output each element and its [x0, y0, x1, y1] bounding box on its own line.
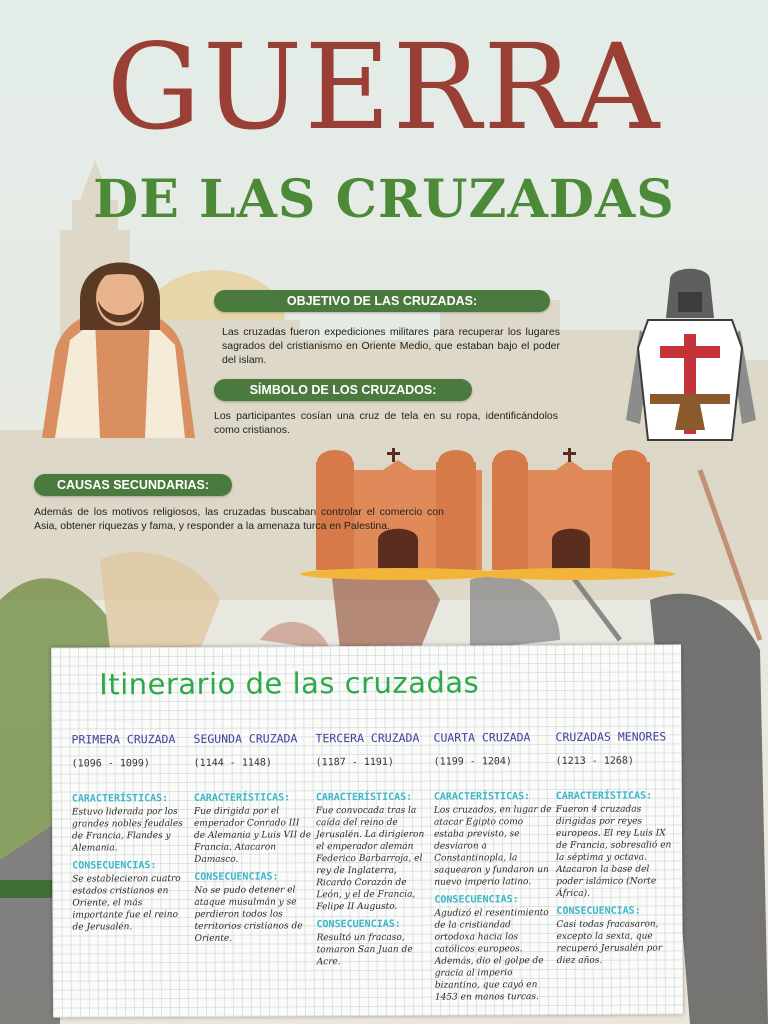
characteristics-text: Fue convocada tras la caída del reino de Jerusalén. La dirigieron el emperador alemán Federico Barbarroja, el rey de Inglaterra, Ricardo Corazón de León, y el de Francia, Felipe II Augusto.	[315, 805, 425, 913]
objetivo-text: Las cruzadas fueron expediciones militares para recuperar los lugares sagrados del cristianismo en Oriente Medio, que estaban bajo el poder del islam.	[222, 326, 560, 366]
consequences-label: CONSECUENCIAS:	[434, 894, 519, 906]
column-name: TERCERA CRUZADA	[315, 730, 420, 746]
column-name: PRIMERA CRUZADA	[71, 732, 176, 747]
characteristics-label: CARACTERÍSTICAS:	[555, 790, 653, 803]
causas-text: Además de los motivos religiosos, las cruzadas buscaban controlar el comercio con Asia, obtener riquezas y fama, y responder a la amenaza turca en Palestina.	[34, 506, 444, 532]
characteristics-text: Estuvo liderada por los grandes nobles feudales de Francia, Flandes y Alemania.	[71, 806, 183, 854]
column-name: CUARTA CRUZADA	[433, 730, 531, 745]
consequences-text: Casi todas fracasaron, excepto la sexta, que recuperó Jerusalén por diez años.	[556, 919, 663, 967]
consequences-label: CONSECUENCIAS:	[316, 918, 401, 931]
simbolo-heading: SÍMBOLO DE LOS CRUZADOS:	[214, 379, 472, 401]
consequences-text: Resultó un fracaso, tomaron San Juan de Acre.	[316, 932, 413, 968]
consequences-text: No se pudo detener el ataque musulmán y se perdieron todos los territorios cristianos de Oriente.	[194, 885, 303, 944]
page-title: GUERRA	[106, 18, 662, 156]
characteristics-text: Los cruzados, en lugar de atacar Egipto como estaba previsto, se desviaron a Constantinopla, la saquearon y fundaron un nuevo imperio latino.	[433, 805, 552, 888]
characteristics-label: CARACTERÍSTICAS:	[315, 791, 413, 804]
itinerary-notebook	[51, 644, 683, 1017]
column-date: (1213 - 1268)	[555, 755, 634, 768]
characteristics-text: Fue dirigida por el emperador Conrado III de Alemania y Luis VII de Francia. Atacaron Damasco.	[193, 806, 312, 865]
column-tercera	[315, 732, 434, 969]
page-subtitle: DE LAS CRUZADAS	[93, 169, 675, 230]
notebook-title: Itinerario de las cruzadas	[99, 665, 480, 702]
simbolo-text: Los participantes cosían una cruz de tela en su ropa, identificándolos como cristianos.	[214, 410, 558, 436]
column-name: SEGUNDA CRUZADA	[193, 731, 298, 746]
consequences-label: CONSECUENCIAS:	[72, 860, 157, 872]
column-segunda	[193, 732, 312, 945]
column-name: CRUZADAS MENORES	[555, 729, 667, 745]
consequences-text: Agudizó el resentimiento de la cristiandad ortodoxa hacia los católicos europeos. Además, dio el golpe de gracia al imperio bizantino, que cayó en 1453 en manos turcas.	[434, 908, 549, 1003]
column-cuarta	[433, 731, 552, 1004]
consequences-label: CONSECUENCIAS:	[194, 871, 279, 883]
column-date: (1199 - 1204)	[433, 756, 512, 768]
consequences-label: CONSECUENCIAS:	[556, 905, 641, 918]
column-menores	[555, 730, 674, 967]
characteristics-label: CARACTERÍSTICAS:	[193, 792, 291, 804]
causas-heading: CAUSAS SECUNDARIAS:	[34, 474, 232, 496]
church-illustration-right	[475, 448, 675, 580]
characteristics-label: CARACTERÍSTICAS:	[71, 793, 169, 805]
column-date: (1096 - 1099)	[71, 758, 150, 770]
characteristics-text: Fueron 4 cruzadas dirigidas por reyes europeos. El rey Luis IX de Francia, sobresalió en la séptima y octava. Atacaron la base del poder islámico (Norte África).	[555, 804, 672, 900]
characteristics-label: CARACTERÍSTICAS:	[433, 791, 531, 803]
objetivo-heading: OBJETIVO DE LAS CRUZADAS:	[214, 290, 550, 312]
column-date: (1144 - 1148)	[193, 757, 272, 769]
column-date: (1187 - 1191)	[315, 756, 394, 769]
column-primera	[71, 733, 190, 934]
consequences-text: Se establecieron cuatro estados cristianos en Oriente, el más importante fue el reino de Jerusalén.	[72, 873, 181, 933]
side-tab	[0, 880, 56, 898]
